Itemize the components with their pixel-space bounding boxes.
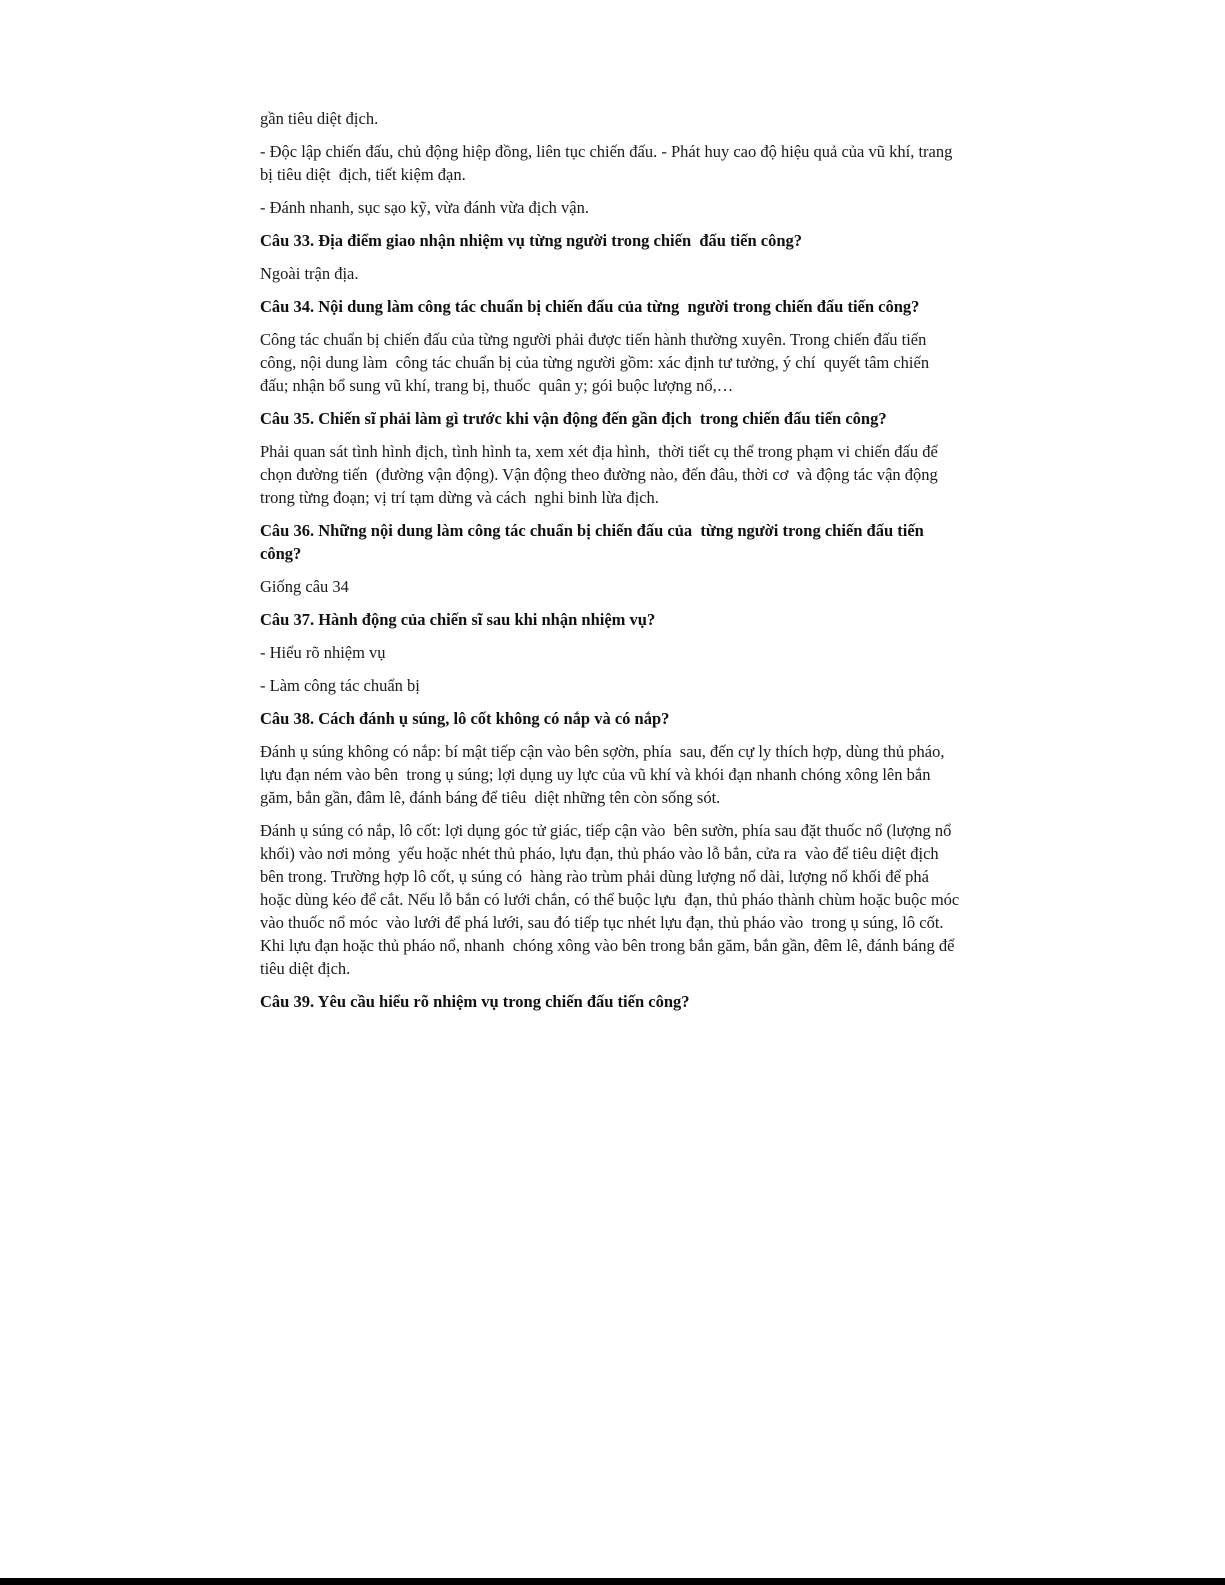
answer-34: Công tác chuẩn bị chiến đấu của từng người phải được tiến hành thường xuyên. Trong chiến đấu tiến công, nội dung làm công tác chuẩn bị của từng người gồm: xác định tư tưởng, ý chí quyết tâm chiến đấu; nhận bổ sung vũ khí, trang bị, thuốc quân y; gói buộc lượng nổ,… — [260, 330, 934, 395]
answer-37-item-2: - Làm công tác chuẩn bị — [260, 676, 420, 695]
question-39-heading: Câu 39. Yêu cầu hiểu rõ nhiệm vụ trong chiến đấu tiến công? — [260, 992, 690, 1011]
question-36-heading: Câu 36. Những nội dung làm công tác chuẩn bị chiến đấu của từng người trong chiến đấu tiến công? — [260, 521, 928, 563]
paragraph-bullet-fast-attack: - Đánh nhanh, sục sạo kỹ, vừa đánh vừa địch vận. — [260, 198, 590, 217]
answer-38-part-1: Đánh ụ súng không có nắp: bí mật tiếp cận vào bên sợờn, phía sau, đến cự ly thích hợp, dùng thủ pháo, lựu đạn ném vào bên trong ụ súng; lợi dụng uy lực của vũ khí và khói đạn nhanh chóng xông lên bắn găm, bắn gần, đâm lê, đánh báng để tiêu diệt những tên còn sống sót. — [260, 742, 949, 807]
page-bottom-border — [0, 1578, 1225, 1585]
answer-36: Giống câu 34 — [260, 577, 349, 596]
paragraph-continuation: gần tiêu diệt địch. — [260, 109, 379, 128]
answer-33: Ngoài trận địa. — [260, 264, 359, 283]
question-35-heading: Câu 35. Chiến sĩ phải làm gì trước khi vận động đến gần địch trong chiến đấu tiến công? — [260, 409, 887, 428]
answer-38-part-2: Đánh ụ súng có nắp, lô cốt: lợi dụng góc tử giác, tiếp cận vào bên sườn, phía sau đặt thuốc nổ (lượng nổ khối) vào nơi mỏng yếu hoặc nhét thủ pháo, lựu đạn, thủ pháo vào lỗ bắn, cửa ra vào để tiêu diệt địch bên trong. Trường hợp lô cốt, ụ súng có hàng rào trùm phải dùng lượng nổ dài, lượng nổ khối để phá hoặc dùng kéo để cắt. Nếu lỗ bắn có lưới chắn, có thể buộc lựu đạn, thủ pháo thành chùm hoặc buộc móc vào thuốc nổ móc vào lưới để phá lưới, sau đó tiếp tục nhét lựu đạn, thủ pháo vào trong ụ súng, lô cốt. Khi lựu đạn hoặc thủ pháo nổ, nhanh chóng xông vào bên trong bắn găm, bắn gần, đêm lê, đánh báng để tiêu diệt địch. — [260, 821, 964, 978]
paragraph-bullet-independent-combat: - Độc lập chiến đấu, chủ động hiệp đồng, liên tục chiến đấu. - Phát huy cao độ hiệu quả của vũ khí, trang bị tiêu diệt địch, tiết kiệm đạn. — [260, 142, 957, 184]
document-body — [260, 107, 964, 1023]
question-33-heading: Câu 33. Địa điểm giao nhận nhiệm vụ từng người trong chiến đấu tiến công? — [260, 231, 803, 250]
answer-37-item-1: - Hiểu rõ nhiệm vụ — [260, 643, 386, 662]
question-38-heading: Câu 38. Cách đánh ụ súng, lô cốt không có nắp và có nắp? — [260, 709, 670, 728]
question-34-heading: Câu 34. Nội dung làm công tác chuẩn bị chiến đấu của từng người trong chiến đấu tiến công? — [260, 297, 920, 316]
answer-35: Phải quan sát tình hình địch, tình hình ta, xem xét địa hình, thời tiết cụ thể trong phạm vi chiến đấu để chọn đường tiến (đường vận động). Vận động theo đường nào, đến đâu, thời cơ và động tác vận động trong từng đoạn; vị trí tạm dừng và cách nghi binh lừa địch. — [260, 442, 942, 507]
question-37-heading: Câu 37. Hành động của chiến sĩ sau khi nhận nhiệm vụ? — [260, 610, 656, 629]
